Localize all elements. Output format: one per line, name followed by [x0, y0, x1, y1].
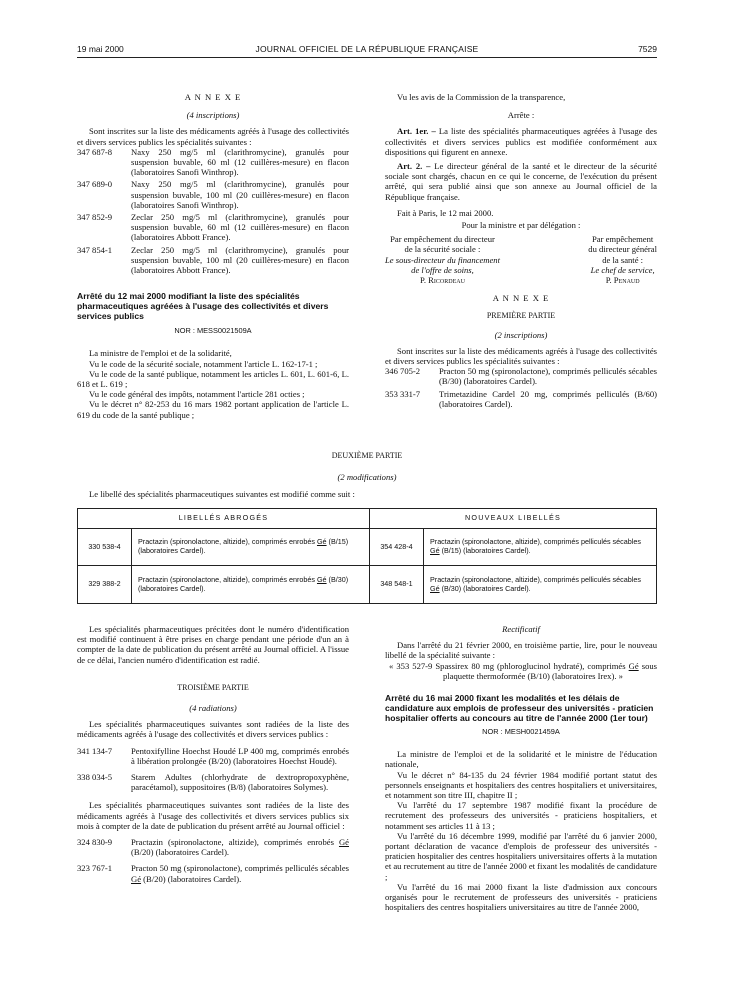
part-subheading: (2 modifications): [337, 472, 397, 482]
fait-a: Fait à Paris, le 12 mai 2000.: [397, 207, 494, 218]
nor-reference: NOR : MESS0021509A: [174, 326, 252, 336]
part-subheading: (4 radiations): [189, 703, 237, 714]
table-row: 330 538-4 Practazin (spironolactone, altizide), comprimés enrobés Gé (B/15) (laboratoires Cardel). 354 428-4 Practazin (spironolactone, altizide), comprimés pelliculés sécables Gé (B/15) (laboratoires Cardel).: [78, 529, 657, 566]
list-item: 323 767-1 Practon 50 mg (spironolactone), comprimés pelliculés sécables Gé (B/20) (laboratoires Cardel).: [77, 863, 349, 884]
paragraph: La ministre de l'emploi et de la solidarité et le ministre de l'éducation nationale,: [385, 749, 657, 770]
article-1: Art. 1er. – La liste des spécialités pharmaceutiques agréées à l'usage des collectivités et divers services publics est modifiée conformément aux dispositions qui figurent en annexe.: [385, 126, 657, 157]
arrete-title: Arrêté du 12 mai 2000 modifiant la liste des spécialités pharmaceutiques agréées à l'usage des collectivités et divers services publics: [77, 291, 329, 322]
modifications-table: [77, 508, 657, 604]
signature-left: Par empêchement du directeur de la sécurité sociale : Le sous-directeur du financement de l'offre de soins, P. Ricordeau: [385, 234, 500, 286]
issue-date: 19 mai 2000: [77, 44, 124, 54]
table-intro: Le libellé des spécialités pharmaceutiques suivantes est modifié comme suit :: [89, 489, 355, 499]
table-header: NOUVEAUX LIBELLÉS: [370, 509, 657, 529]
annexe-intro: Sont inscrites sur la liste des médicaments agréés à l'usage des collectivités et divers services publics les spécialités suivantes :: [385, 345, 657, 367]
paragraph: Vu l'arrêté du 16 décembre 1999, modifié par l'arrêté du 6 janvier 2000, portant déclaration de vacance d'emplois de professeur des universités - praticien hospitalier des centres hospitaliers universitaires offerts à la mutation et au recrutement au titre de l'année 2000 et fixant les modalités de candidature ;: [385, 830, 657, 882]
right-column-bottom: [385, 624, 657, 912]
table-row: 329 388-2 Practazin (spironolactone, altizide), comprimés enrobés Gé (B/30) (laboratoires Cardel). 348 548-1 Practazin (spironolactone, altizide), comprimés pelliculés sécables Gé (B/30) (laboratoires Cardel).: [78, 566, 657, 604]
journal-title: JOURNAL OFFICIEL DE LA RÉPUBLIQUE FRANÇAISE: [255, 44, 479, 54]
paragraph: Vu l'arrêté du 17 septembre 1987 modifié fixant la procédure de recrutement des professeurs des universités - praticiens hospitaliers, et notamment ses articles 11 à 13 ;: [385, 800, 657, 831]
page-number: 7529: [638, 44, 657, 54]
paragraph: Dans l'arrêté du 21 février 2000, en troisième partie, lire, pour le nouveau libellé de la spécialité suivante :: [385, 640, 657, 661]
paragraph: Vu l'arrêté du 16 mai 2000 fixant la liste d'admission aux concours organisés pour le recrutement de professeurs des universités - praticiens hospitaliers des centres hospitaliers universitaires au titre de l'année 2000,: [385, 881, 657, 913]
right-column-top: [385, 92, 657, 409]
paragraph: Vu le code général des impôts, notamment l'article 281 octies ;: [89, 389, 305, 400]
list-item: 338 034-5 Starem Adultes (chlorhydrate de dextropropoxyphène, paracétamol), suppositoires (B/8) (laboratoires Solymes).: [77, 772, 349, 793]
signature-right: Par empêchement du directeur général de la santé : Le chef de service, P. Penaud: [588, 234, 657, 286]
table-header: LIBELLÉS ABROGÉS: [78, 509, 370, 529]
page-header: [77, 44, 657, 56]
part-heading: DEUXIÈME PARTIE: [331, 451, 403, 460]
part-heading: PREMIÈRE PARTIE: [486, 311, 556, 321]
left-column-bottom: [77, 624, 349, 884]
paragraph: Les spécialités pharmaceutiques précitées dont le numéro d'identification est modifié continuent à être prises en charge pendant une période d'un an à compter de la date de publication du présent arrêté au Journal officiel. A l'issue de ce délai, l'ancien numéro d'identification est radié.: [77, 624, 349, 665]
list-item: 347 689-0 Naxy 250 mg/5 ml (clarithromycine), granulés pour suspension buvable, 100 ml (20 cuillères-mesure) en flacon (laboratoires Sanofi Winthrop).: [77, 179, 349, 210]
list-item: 324 830-9 Practazin (spironolactone, altizide), comprimés enrobés Gé (B/20) (laboratoires Cardel).: [77, 837, 349, 858]
list-item: 347 852-9 Zeclar 250 mg/5 ml (clarithromycine), granulés pour suspension buvable, 60 ml (12 cuillères-mesure) en flacon (laboratoires Abbott France).: [77, 212, 349, 243]
part-subheading: (2 inscriptions): [494, 329, 548, 340]
paragraph: Vu le décret n° 82-253 du 16 mars 1982 portant application de l'article L. 619 du code de la santé publique ;: [77, 399, 349, 420]
paragraph: Vu le code de la sécurité sociale, notamment l'article L. 162-17-1 ;: [89, 358, 318, 369]
list-item: 347 854-1 Zeclar 250 mg/5 ml (clarithromycine), granulés pour suspension buvable, 100 ml (20 cuillères-mesure) en flacon (laboratoires Abbott France).: [77, 244, 349, 276]
paragraph: Les spécialités pharmaceutiques suivantes sont radiées de la liste des médicaments agréés à l'usage des collectivités et divers services publics :: [77, 719, 349, 740]
annexe-heading: A N N E X E: [492, 293, 550, 304]
article-2: Art. 2. – Le directeur général de la santé et le directeur de la sécurité sociale sont chargés, chacun en ce qui le concerne, de l'exécution du présent arrêté, qui sera publié ainsi que son annexe au Journal officiel de la République française.: [385, 161, 657, 202]
arrete-title: Arrêté du 16 mai 2000 fixant les modalités et les délais de candidature aux emplois de professeur des universités - praticien hospitalier offerts au concours au titre de l'année 2000 (1er tour): [385, 693, 654, 724]
part-heading: TROISIÈME PARTIE: [177, 682, 249, 692]
table-header-row: [78, 509, 657, 529]
paragraph: Vu les avis de la Commission de la transparence,: [397, 92, 566, 102]
annexe-intro: Sont inscrites sur la liste des médicaments agréés à l'usage des collectivités et divers services publics les spécialités suivantes :: [77, 126, 349, 147]
list-item: 341 134-7 Pentoxifylline Hoechst Houdé LP 400 mg, comprimés enrobés à libération prolongée (B/20) (laboratoires Hoechst Houdé).: [77, 745, 349, 766]
annexe-heading: A N N E X E: [184, 92, 242, 102]
paragraph: Les spécialités pharmaceutiques suivantes sont radiées de la liste des médicaments agréés à l'usage des collectivités et divers services publics six mois à compter de la date de publication du présent arrêté au Journal officiel :: [77, 800, 349, 831]
paragraph: La ministre de l'emploi et de la solidarité,: [89, 348, 232, 359]
paragraph: Vu le décret n° 84-135 du 24 février 1984 modifié portant statut des personnels enseignants et hospitaliers des centres hospitaliers et universitaires, et notamment son titre III, chapitre II ;: [385, 769, 657, 801]
list-item: 347 687-8 Naxy 250 mg/5 ml (clarithromycine), granulés pour suspension buvable, 60 ml (12 cuillères-mesure) en flacon (laboratoires Sanofi Winthrop).: [77, 146, 349, 178]
annexe-subheading: (4 inscriptions): [186, 110, 240, 121]
list-item: 346 705-2 Practon 50 mg (spironolactone), comprimés pelliculés sécables (B/30) (laboratoires Cardel).: [385, 366, 657, 387]
paragraph: Vu le code de la santé publique, notamment les articles L. 601, L. 601-6, L. 618 et L. 619 ;: [77, 368, 349, 390]
nor-reference: NOR : MESH0021459A: [482, 727, 560, 737]
list-item: 353 331-7 Trimetazidine Cardel 20 mg, comprimés pelliculés (B/60) (laboratoires Cardel).: [385, 388, 657, 409]
quote: « 353 527-9 Spassirex 80 mg (phloroglucinol hydraté), comprimés Gé sous plaquette thermoformée (B/10) (laboratoires Irex). »: [389, 660, 658, 681]
left-column-top: [77, 92, 349, 420]
pour-la-ministre: Pour la ministre et par délégation :: [461, 220, 581, 231]
signatures: [385, 234, 657, 285]
arrete-label: Arrête :: [507, 110, 535, 121]
header-rule: [77, 57, 657, 58]
rectificatif-heading: Rectificatif: [502, 624, 540, 634]
